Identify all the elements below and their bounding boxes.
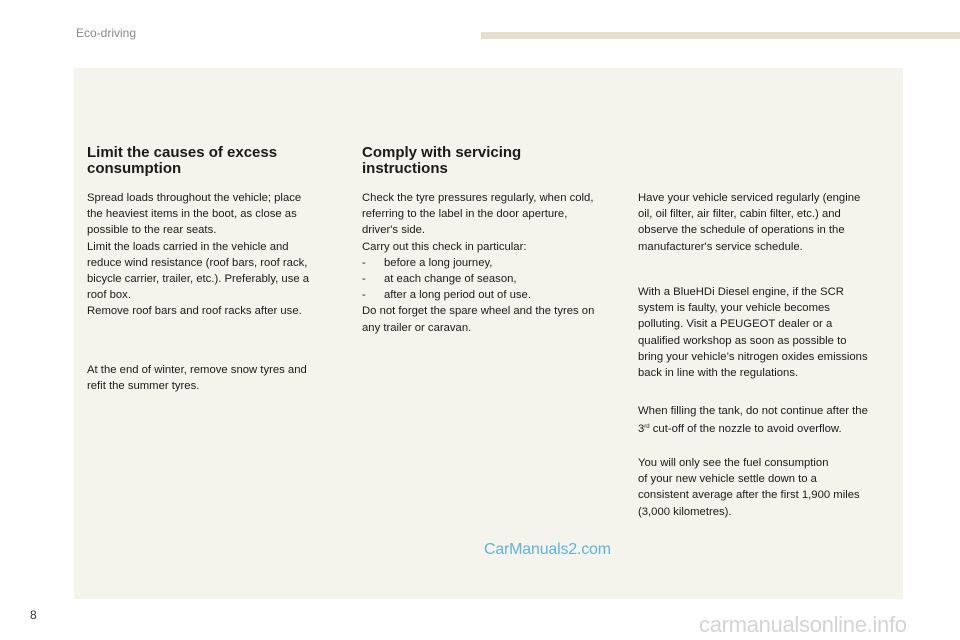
text-line: (3,000 kilometres). bbox=[638, 505, 732, 518]
bullet-dash: - bbox=[362, 256, 366, 269]
text-line: With a BlueHDi Diesel engine, if the SCR bbox=[638, 286, 844, 298]
text-line: manufacturer's service schedule. bbox=[638, 240, 803, 253]
text-line: Have your vehicle serviced regularly (engine bbox=[638, 192, 861, 204]
text-line: When filling the tank, do not continue after the bbox=[638, 405, 868, 417]
text-line: Do not forget the spare wheel and the tyres on bbox=[362, 305, 595, 318]
list-item-text: before a long journey, bbox=[384, 256, 493, 269]
text-line: possible to the rear seats. bbox=[87, 224, 217, 237]
list-item bbox=[362, 287, 632, 303]
bullet-dash: - bbox=[362, 289, 366, 302]
text-line: You will only see the fuel consumption bbox=[638, 457, 829, 469]
section-title: Eco-driving bbox=[76, 26, 137, 40]
text-line: bring your vehicle’s nitrogen oxides emissions bbox=[638, 350, 868, 363]
ordinal-suffix: rd bbox=[644, 424, 650, 431]
paragraph-bluehdi bbox=[638, 284, 868, 381]
list-item bbox=[362, 271, 632, 287]
paragraph-fuel-consumption bbox=[638, 455, 860, 520]
text-line: reduce wind resistance (roof bars, roof rack, bbox=[87, 256, 308, 269]
heading-servicing bbox=[362, 145, 521, 177]
list-item-text: at each change of season, bbox=[384, 273, 517, 286]
watermark-link[interactable]: CarManuals2.com bbox=[484, 541, 611, 558]
text-line: Check the tyre pressures regularly, when cold, bbox=[362, 192, 594, 204]
text-line: cut-off of the nozzle to avoid overflow. bbox=[649, 423, 842, 436]
text-line: oil, oil filter, air filter, cabin filter, etc.) and bbox=[638, 208, 841, 221]
paragraph-fuel-filling bbox=[638, 403, 868, 437]
text-line: Spread loads throughout the vehicle; place bbox=[87, 192, 302, 204]
page-number: 8 bbox=[30, 608, 37, 622]
text-line: observe the schedule of operations in the bbox=[638, 224, 845, 237]
text-line: back in line with the regulations. bbox=[638, 367, 799, 380]
heading-limit-consumption bbox=[87, 145, 277, 177]
text-line: consistent average after the first 1,900 miles bbox=[638, 489, 860, 502]
text-line: At the end of winter, remove snow tyres and bbox=[87, 364, 307, 376]
paragraph-regular-service bbox=[638, 190, 860, 255]
text-line: Remove roof bars and roof racks after use. bbox=[87, 305, 302, 318]
heading-line: consumption bbox=[87, 160, 182, 177]
heading-line: instructions bbox=[362, 160, 448, 177]
text-line: system is faulty, your vehicle becomes bbox=[638, 302, 830, 315]
text-line: polluting. Visit a PEUGEOT dealer or a bbox=[638, 318, 833, 331]
heading-line: Limit the causes of excess bbox=[87, 144, 278, 161]
footer-watermark: carmanualsonline.info bbox=[699, 612, 907, 637]
text-line: qualified workshop as soon as possible to bbox=[638, 334, 847, 347]
text-line: roof box. bbox=[87, 289, 131, 302]
list-item-text: after a long period out of use. bbox=[384, 289, 531, 302]
ordinal-number: 3 bbox=[638, 423, 645, 436]
text-line: referring to the label in the door aperture, bbox=[362, 208, 568, 221]
text-line: bicycle carrier, trailer, etc.). Preferably, use a bbox=[87, 273, 310, 286]
text-line: driver's side. bbox=[362, 224, 426, 237]
text-line: refit the summer tyres. bbox=[87, 380, 200, 393]
text-line: any trailer or caravan. bbox=[362, 321, 472, 334]
header-bar bbox=[481, 32, 960, 39]
text-line: the heaviest items in the boot, as close as bbox=[87, 208, 297, 221]
bullet-dash: - bbox=[362, 273, 366, 286]
text-line: of your new vehicle settle down to a bbox=[638, 473, 817, 486]
text-line: Carry out this check in particular: bbox=[362, 240, 527, 253]
paragraph-snow-tyres bbox=[87, 362, 307, 394]
paragraph-tyre-pressures bbox=[362, 190, 632, 336]
paragraph-loads bbox=[87, 190, 309, 320]
list-item bbox=[362, 255, 632, 271]
text-line: Limit the loads carried in the vehicle and bbox=[87, 240, 289, 253]
heading-line: Comply with servicing bbox=[362, 144, 522, 161]
